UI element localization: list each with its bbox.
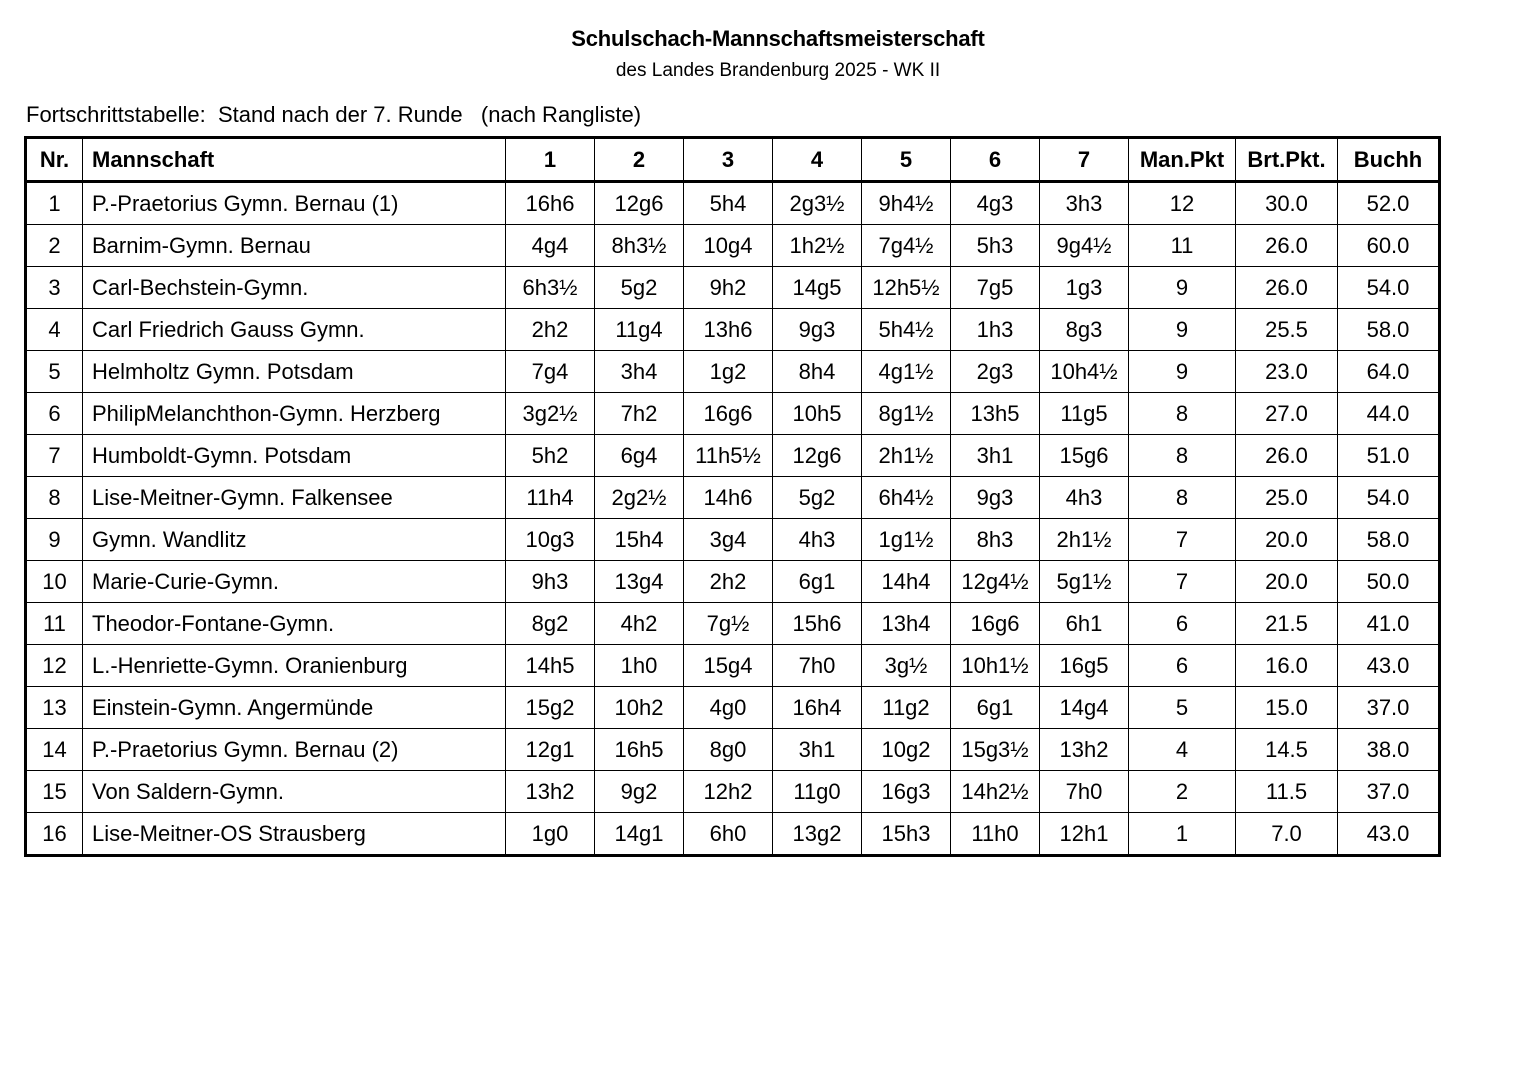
document-subtitle: des Landes Brandenburg 2025 - WK II [615,60,941,81]
team-name-cell: Gymn. Wandlitz [83,519,506,561]
round-7-cell: 6h1 [1040,603,1129,645]
round-4-cell: 8h4 [773,351,862,393]
round-7-cell: 8g3 [1040,309,1129,351]
rank-cell: 14 [26,729,83,771]
team-name-cell: Marie-Curie-Gymn. [83,561,506,603]
team-header: Mannschaft [83,138,506,182]
match-points-header: Man.Pkt [1129,138,1236,182]
round-3-cell: 9h2 [684,267,773,309]
round-5-cell: 11g2 [862,687,951,729]
round-1-cell: 7g4 [506,351,595,393]
round-5-cell: 8g1½ [862,393,951,435]
buchholz-cell: 38.0 [1338,729,1440,771]
round-3-cell: 14h6 [684,477,773,519]
table-row [26,309,1440,351]
round-2-cell: 9g2 [595,771,684,813]
round-1-cell: 11h4 [506,477,595,519]
round-7-cell: 3h3 [1040,182,1129,225]
rank-cell: 16 [26,813,83,856]
round-6-cell: 2g3 [951,351,1040,393]
round-7-cell: 7h0 [1040,771,1129,813]
round-4-cell: 16h4 [773,687,862,729]
match-points-cell: 11 [1129,225,1236,267]
round-6-cell: 4g3 [951,182,1040,225]
team-name-cell: Barnim-Gymn. Bernau [83,225,506,267]
board-points-cell: 14.5 [1236,729,1338,771]
round-4-cell: 7h0 [773,645,862,687]
round-3-cell: 7g½ [684,603,773,645]
round-2-cell: 15h4 [595,519,684,561]
round-1-cell: 12g1 [506,729,595,771]
table-row [26,435,1440,477]
round-4-cell: 2g3½ [773,182,862,225]
board-points-cell: 20.0 [1236,561,1338,603]
round-1-cell: 3g2½ [506,393,595,435]
round-1-header: 1 [506,138,595,182]
table-row [26,771,1440,813]
round-5-cell: 16g3 [862,771,951,813]
board-points-cell: 26.0 [1236,435,1338,477]
rank-cell: 13 [26,687,83,729]
round-2-cell: 6g4 [595,435,684,477]
round-5-cell: 12h5½ [862,267,951,309]
round-7-cell: 10h4½ [1040,351,1129,393]
buchholz-cell: 51.0 [1338,435,1440,477]
round-7-cell: 5g1½ [1040,561,1129,603]
round-2-cell: 16h5 [595,729,684,771]
rank-cell: 12 [26,645,83,687]
rank-cell: 4 [26,309,83,351]
team-name-cell: Lise-Meitner-OS Strausberg [83,813,506,856]
round-2-cell: 7h2 [595,393,684,435]
round-5-cell: 4g1½ [862,351,951,393]
round-1-cell: 6h3½ [506,267,595,309]
round-6-cell: 11h0 [951,813,1040,856]
round-3-cell: 11h5½ [684,435,773,477]
buchholz-cell: 43.0 [1338,813,1440,856]
round-6-cell: 15g3½ [951,729,1040,771]
round-7-header: 7 [1040,138,1129,182]
buchholz-cell: 58.0 [1338,309,1440,351]
table-row [26,687,1440,729]
round-3-cell: 10g4 [684,225,773,267]
team-name-cell: Von Saldern-Gymn. [83,771,506,813]
table-row [26,267,1440,309]
round-5-cell: 1g1½ [862,519,951,561]
table-body [26,182,1440,856]
round-4-cell: 5g2 [773,477,862,519]
round-5-cell: 3g½ [862,645,951,687]
round-4-cell: 12g6 [773,435,862,477]
round-1-cell: 10g3 [506,519,595,561]
round-1-cell: 14h5 [506,645,595,687]
round-3-cell: 2h2 [684,561,773,603]
buchholz-cell: 44.0 [1338,393,1440,435]
round-4-cell: 3h1 [773,729,862,771]
buchholz-cell: 64.0 [1338,351,1440,393]
round-6-cell: 16g6 [951,603,1040,645]
board-points-cell: 26.0 [1236,225,1338,267]
rank-cell: 9 [26,519,83,561]
rank-cell: 8 [26,477,83,519]
round-6-cell: 7g5 [951,267,1040,309]
match-points-cell: 6 [1129,603,1236,645]
round-6-cell: 5h3 [951,225,1040,267]
buchholz-cell: 54.0 [1338,267,1440,309]
team-name-cell: Humboldt-Gymn. Potsdam [83,435,506,477]
round-3-header: 3 [684,138,773,182]
rank-header: Nr. [26,138,83,182]
round-7-cell: 2h1½ [1040,519,1129,561]
rank-cell: 6 [26,393,83,435]
table-row [26,182,1440,225]
round-5-cell: 10g2 [862,729,951,771]
round-3-cell: 1g2 [684,351,773,393]
match-points-cell: 1 [1129,813,1236,856]
board-points-cell: 16.0 [1236,645,1338,687]
round-7-cell: 11g5 [1040,393,1129,435]
team-name-cell: PhilipMelanchthon-Gymn. Herzberg [83,393,506,435]
round-1-cell: 1g0 [506,813,595,856]
round-5-cell: 14h4 [862,561,951,603]
round-3-cell: 13h6 [684,309,773,351]
table-row [26,351,1440,393]
round-4-cell: 4h3 [773,519,862,561]
buchholz-cell: 41.0 [1338,603,1440,645]
match-points-cell: 2 [1129,771,1236,813]
board-points-cell: 11.5 [1236,771,1338,813]
table-row [26,477,1440,519]
round-2-cell: 11g4 [595,309,684,351]
buchholz-cell: 60.0 [1338,225,1440,267]
round-5-cell: 2h1½ [862,435,951,477]
board-points-header: Brt.Pkt. [1236,138,1338,182]
match-points-cell: 7 [1129,519,1236,561]
round-3-cell: 5h4 [684,182,773,225]
round-5-cell: 6h4½ [862,477,951,519]
round-4-header: 4 [773,138,862,182]
rank-cell: 3 [26,267,83,309]
round-3-cell: 8g0 [684,729,773,771]
team-name-cell: Carl-Bechstein-Gymn. [83,267,506,309]
match-points-cell: 6 [1129,645,1236,687]
match-points-cell: 12 [1129,182,1236,225]
team-name-cell: L.-Henriette-Gymn. Oranienburg [83,645,506,687]
round-6-header: 6 [951,138,1040,182]
round-2-cell: 4h2 [595,603,684,645]
team-name-cell: Lise-Meitner-Gymn. Falkensee [83,477,506,519]
table-caption: Fortschrittstabelle: Stand nach der 7. Runde (nach Rangliste) [26,102,642,127]
table-row [26,519,1440,561]
round-2-cell: 3h4 [595,351,684,393]
round-5-cell: 7g4½ [862,225,951,267]
round-2-cell: 13g4 [595,561,684,603]
round-4-cell: 15h6 [773,603,862,645]
board-points-cell: 25.0 [1236,477,1338,519]
buchholz-cell: 37.0 [1338,771,1440,813]
round-3-cell: 4g0 [684,687,773,729]
round-6-cell: 6g1 [951,687,1040,729]
round-3-cell: 12h2 [684,771,773,813]
team-name-cell: Theodor-Fontane-Gymn. [83,603,506,645]
team-name-cell: P.-Praetorius Gymn. Bernau (2) [83,729,506,771]
table-row [26,393,1440,435]
round-4-cell: 10h5 [773,393,862,435]
round-3-cell: 3g4 [684,519,773,561]
board-points-cell: 26.0 [1236,267,1338,309]
round-4-cell: 1h2½ [773,225,862,267]
round-2-cell: 10h2 [595,687,684,729]
table-row [26,603,1440,645]
board-points-cell: 7.0 [1236,813,1338,856]
buchholz-cell: 52.0 [1338,182,1440,225]
match-points-cell: 4 [1129,729,1236,771]
round-6-cell: 3h1 [951,435,1040,477]
round-1-cell: 16h6 [506,182,595,225]
table-row [26,645,1440,687]
rank-cell: 11 [26,603,83,645]
round-4-cell: 14g5 [773,267,862,309]
buchholz-cell: 43.0 [1338,645,1440,687]
rank-cell: 1 [26,182,83,225]
round-2-cell: 2g2½ [595,477,684,519]
team-name-cell: Carl Friedrich Gauss Gymn. [83,309,506,351]
round-6-cell: 13h5 [951,393,1040,435]
round-2-cell: 5g2 [595,267,684,309]
board-points-cell: 21.5 [1236,603,1338,645]
rank-cell: 2 [26,225,83,267]
match-points-cell: 9 [1129,351,1236,393]
round-7-cell: 16g5 [1040,645,1129,687]
progress-table [24,136,1441,857]
round-7-cell: 12h1 [1040,813,1129,856]
round-6-cell: 8h3 [951,519,1040,561]
round-2-cell: 12g6 [595,182,684,225]
table-row [26,225,1440,267]
round-7-cell: 1g3 [1040,267,1129,309]
board-points-cell: 30.0 [1236,182,1338,225]
rank-cell: 15 [26,771,83,813]
round-5-header: 5 [862,138,951,182]
round-1-cell: 15g2 [506,687,595,729]
buchholz-cell: 54.0 [1338,477,1440,519]
table-row [26,561,1440,603]
round-2-cell: 14g1 [595,813,684,856]
round-1-cell: 4g4 [506,225,595,267]
round-6-cell: 9g3 [951,477,1040,519]
round-5-cell: 13h4 [862,603,951,645]
round-5-cell: 5h4½ [862,309,951,351]
board-points-cell: 20.0 [1236,519,1338,561]
match-points-cell: 5 [1129,687,1236,729]
rank-cell: 7 [26,435,83,477]
match-points-cell: 7 [1129,561,1236,603]
round-6-cell: 1h3 [951,309,1040,351]
round-5-cell: 15h3 [862,813,951,856]
board-points-cell: 15.0 [1236,687,1338,729]
round-1-cell: 13h2 [506,771,595,813]
round-4-cell: 11g0 [773,771,862,813]
table-row [26,729,1440,771]
round-2-header: 2 [595,138,684,182]
round-7-cell: 15g6 [1040,435,1129,477]
round-4-cell: 9g3 [773,309,862,351]
team-name-cell: P.-Praetorius Gymn. Bernau (1) [83,182,506,225]
rank-cell: 5 [26,351,83,393]
round-1-cell: 2h2 [506,309,595,351]
round-4-cell: 6g1 [773,561,862,603]
rank-cell: 10 [26,561,83,603]
board-points-cell: 25.5 [1236,309,1338,351]
match-points-cell: 8 [1129,435,1236,477]
round-6-cell: 12g4½ [951,561,1040,603]
round-5-cell: 9h4½ [862,182,951,225]
match-points-cell: 9 [1129,267,1236,309]
buchholz-cell: 58.0 [1338,519,1440,561]
round-3-cell: 6h0 [684,813,773,856]
document-title: Schulschach-Mannschaftsmeisterschaft [571,26,985,51]
table-header-row [26,138,1440,182]
round-3-cell: 15g4 [684,645,773,687]
round-6-cell: 10h1½ [951,645,1040,687]
table-row [26,813,1440,856]
buchholz-cell: 50.0 [1338,561,1440,603]
round-7-cell: 4h3 [1040,477,1129,519]
match-points-cell: 8 [1129,477,1236,519]
buchholz-header: Buchh [1338,138,1440,182]
round-2-cell: 1h0 [595,645,684,687]
team-name-cell: Helmholtz Gymn. Potsdam [83,351,506,393]
round-1-cell: 9h3 [506,561,595,603]
round-7-cell: 9g4½ [1040,225,1129,267]
board-points-cell: 23.0 [1236,351,1338,393]
board-points-cell: 27.0 [1236,393,1338,435]
team-name-cell: Einstein-Gymn. Angermünde [83,687,506,729]
match-points-cell: 8 [1129,393,1236,435]
round-4-cell: 13g2 [773,813,862,856]
round-6-cell: 14h2½ [951,771,1040,813]
buchholz-cell: 37.0 [1338,687,1440,729]
round-3-cell: 16g6 [684,393,773,435]
round-1-cell: 8g2 [506,603,595,645]
match-points-cell: 9 [1129,309,1236,351]
round-7-cell: 13h2 [1040,729,1129,771]
round-1-cell: 5h2 [506,435,595,477]
round-7-cell: 14g4 [1040,687,1129,729]
round-2-cell: 8h3½ [595,225,684,267]
